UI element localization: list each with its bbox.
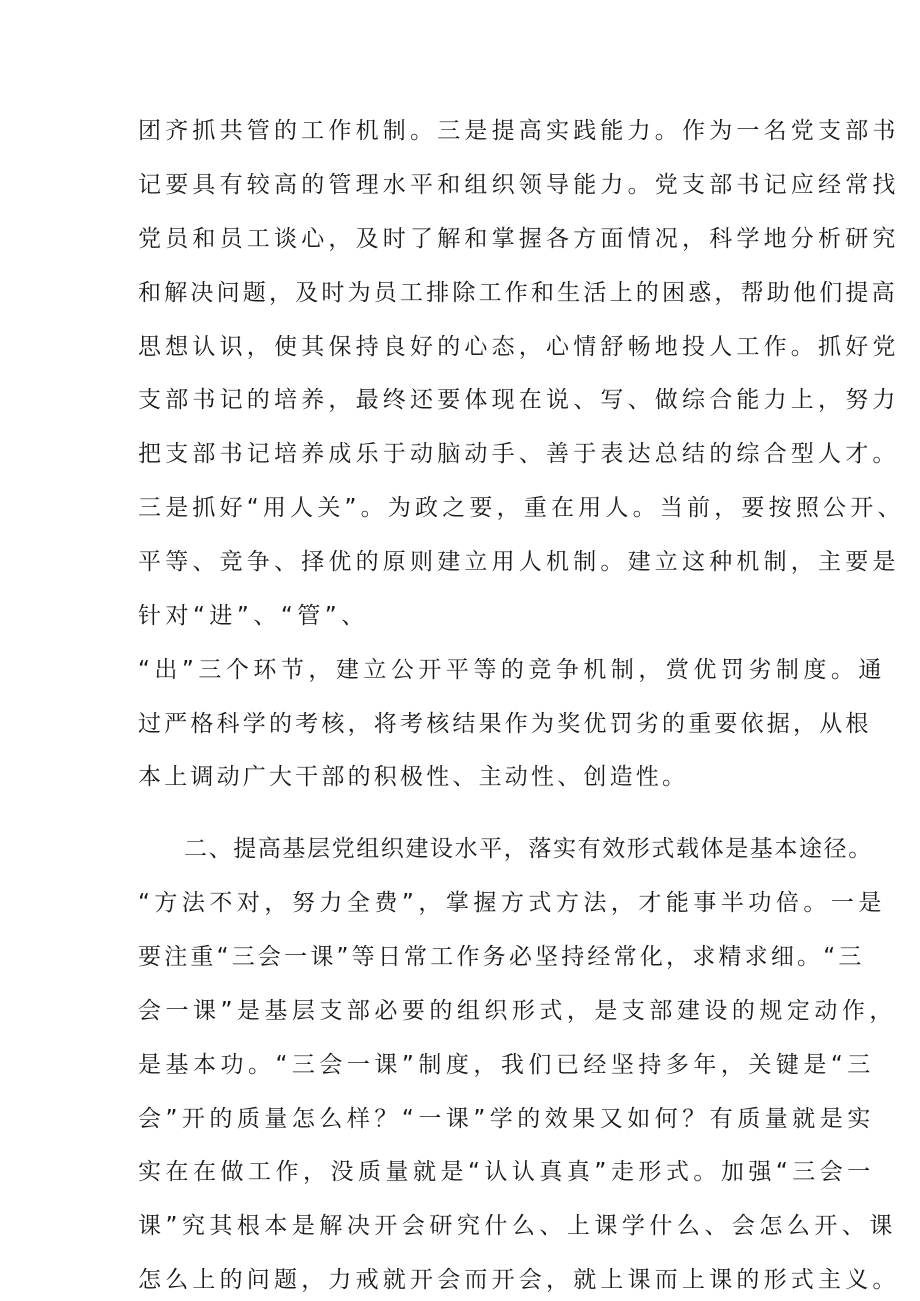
text-line: 针对“进”、“管”、 xyxy=(138,603,369,629)
text-line: 三是抓好“用人关”。为政之要，重在用人。当前，要按照公开、 xyxy=(138,495,905,521)
text-line: “出”三个环节，建立公开平等的竞争机制，赏优罚劣制度。通 xyxy=(138,657,886,683)
text-line: 党员和员工谈心，及时了解和掌握各方面情况，科学地分析研究 xyxy=(138,226,900,252)
text-line: 把支部书记培养成乐于动脑动手、善于表达总结的综合型人才。 xyxy=(138,441,900,467)
text-line: 本上调动广大干部的积极性、主动性、创造性。 xyxy=(138,764,689,790)
text-line: 团齐抓共管的工作机制。三是提高实践能力。作为一名党支部书 xyxy=(138,118,900,144)
text-line: 怎么上的问题，力戒就开会而开会，就上课而上课的形式主义。 xyxy=(138,1267,900,1293)
text-line: 会”开的质量怎么样？“一课”学的效果又如何？有质量就是实 xyxy=(138,1106,875,1132)
text-line: “方法不对，努力全费”，掌握方式方法，才能事半功倍。一是 xyxy=(138,890,886,916)
text-line: 支部书记的培养，最终还要体现在说、写、做综合能力上，努力 xyxy=(138,387,900,413)
text-line: 过严格科学的考核，将考核结果作为奖优罚劣的重要依据，从根 xyxy=(138,711,872,737)
text-line: 要注重“三会一课”等日常工作务必坚持经常化，求精求细。“三 xyxy=(138,944,865,970)
text-line: 课”究其根本是解决开会研究什么、上课学什么、会怎么开、课 xyxy=(138,1213,897,1239)
text-line: 会一课”是基层支部必要的组织形式，是支部建设的规定动作， xyxy=(138,998,897,1024)
text-line: 实在在做工作，没质量就是“认认真真”走形式。加强“三会一 xyxy=(138,1159,875,1185)
text-line: 平等、竞争、择优的原则建立用人机制。建立这种机制，主要是 xyxy=(138,549,900,575)
text-line: 思想认识，使其保持良好的心态，心情舒畅地投人工作。抓好党 xyxy=(138,334,900,360)
paragraph-first-line: 二、提高基层党组织建设水平，落实有效形式载体是基本途径。 xyxy=(184,836,873,862)
text-line: 记要具有较高的管理水平和组织领导能力。党支部书记应经常找 xyxy=(138,172,900,198)
text-line: 和解决问题，及时为员工排除工作和生活上的困惑，帮助他们提高 xyxy=(138,280,898,306)
text-line: 是基本功。“三会一课”制度，我们已经坚持多年，关键是“三 xyxy=(138,1052,875,1078)
